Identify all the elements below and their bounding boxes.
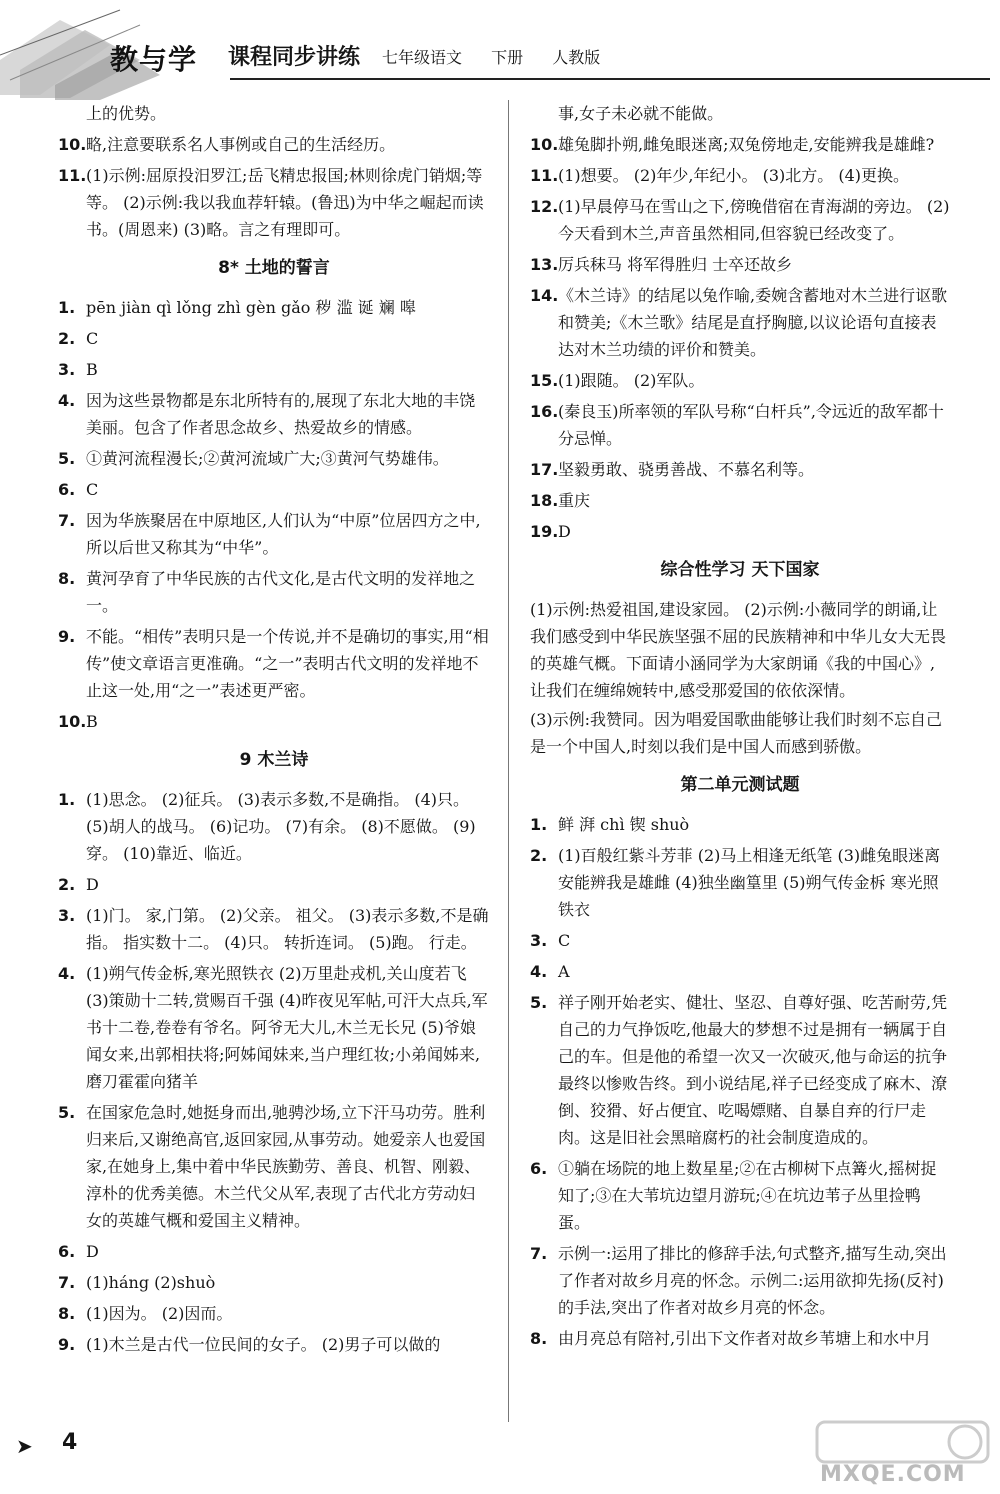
continued-text: 事,女子未必就不能做。 xyxy=(558,104,724,123)
answer-item: 15. (1)跟随。 (2)军队。 xyxy=(530,371,705,390)
answer-item: 12. (1)早晨停马在雪山之下,傍晚借宿在青海湖的旁边。 (2)今天看到木兰,声音虽然相同,但容貌已经改变了。 xyxy=(530,197,950,243)
answer-item: 19. D xyxy=(530,522,571,541)
answer-item: 14. 《木兰诗》的结尾以兔作喻,委婉含蓄地对木兰进行讴歌和赞美;《木兰歌》结尾是直抒胸臆,以议论语句直接表达对木兰功绩的评价和赞美。 xyxy=(530,286,948,359)
answer-item: 9. 不能。“相传”表明只是一个传说,并不是确切的事实,用“相传”使文章语言更准确。“之一”表明古代文明的发祥地不止这一处,用“之一”表述更严密。 xyxy=(58,627,489,700)
answer-item: 8. 黄河孕育了中华民族的古代文化,是古代文明的发祥地之一。 xyxy=(58,569,476,615)
arrow-icon: ➤ xyxy=(16,1434,33,1458)
answer-item: 16. (秦良玉)所率领的军队号称“白杆兵”,令远近的敌军都十分忌惮。 xyxy=(530,402,944,448)
answer-item: 9. (1)木兰是古代一位民间的女子。 (2)男子可以做的 xyxy=(58,1335,441,1354)
answer-item: 1. pēn jiàn qì lǒng zhì gèn gǎo 秽 滥 诞 斓 嗥 xyxy=(58,298,416,317)
paragraph: (1)示例:热爱祖国,建设家园。 (2)示例:小薇同学的朗诵,让我们感受到中华民族坚强不屈的民族精神和中华儿女大无畏的英雄气概。下面请小涵同学为大家朗诵《我的中国心》,让我们在缠绵婉转中,感受那爱国的依依深情。 xyxy=(530,600,947,700)
answer-item: 6. D xyxy=(58,1242,99,1261)
answer-item: 5. ①黄河流程漫长;②黄河流域广大;③黄河气势雄伟。 xyxy=(58,449,449,468)
answer-item: 2. D xyxy=(58,875,99,894)
section-title: 第二单元测试题 xyxy=(680,775,800,795)
answer-item: 17. 坚毅勇敢、骁勇善战、不慕名利等。 xyxy=(530,460,815,479)
brand-logo: 教与学 xyxy=(110,43,198,76)
answer-item: 3. B xyxy=(58,360,98,379)
answer-item: 1. (1)思念。 (2)征兵。 (3)表示多数,不是确指。 (4)只。 (5)胡人的战马。 (6)记功。 (7)有余。 (8)不愿做。 (9)穿。 (10)靠近、临近。 xyxy=(58,790,476,863)
page-header xyxy=(0,0,1000,100)
answer-item: 4. 因为这些景物都是东北所特有的,展现了东北大地的丰饶美丽。包含了作者思念故乡、热爱故乡的情感。 xyxy=(58,391,476,437)
edition-label: 人教版 xyxy=(552,48,601,67)
answer-item: 2. C xyxy=(58,329,99,348)
section-title: 8* 土地的誓言 xyxy=(218,258,330,278)
series-title: 课程同步讲练 xyxy=(228,45,361,70)
answer-item: 4. A xyxy=(530,962,570,981)
answer-item: 7. 示例一:运用了排比的修辞手法,句式整齐,描写生动,突出了作者对故乡月亮的怀念。示例二:运用欲抑先扬(反衬)的手法,突出了作者对故乡月亮的怀念。 xyxy=(530,1244,947,1317)
header-rule xyxy=(230,78,990,80)
answer-item: 3. C xyxy=(530,931,571,950)
continued-text: 上的优势。 xyxy=(86,104,167,123)
answer-item: 10. B xyxy=(58,712,98,731)
answer-item: 3. (1)门。 家,门第。 (2)父亲。 祖父。 (3)表示多数,不是确指。 指实数十二。 (4)只。 转折连词。 (5)跑。 行走。 xyxy=(58,906,489,952)
answer-item: 8. 由月亮总有陪衬,引出下文作者对故乡苇塘上和水中月 xyxy=(530,1329,932,1348)
answer-item: 2. (1)百般红紫斗芳菲 (2)马上相逢无纸笔 (3)雌兔眼迷离 安能辨我是雄雌 (4)独坐幽篁里 (5)朔气传金柝 寒光照铁衣 xyxy=(530,846,941,919)
answer-item: 18. 重庆 xyxy=(530,491,591,510)
grade-label: 七年级语文 xyxy=(382,48,463,67)
left-column xyxy=(58,100,490,1362)
answer-item: 1. 鲜 湃 chì 锲 shuò xyxy=(530,815,690,834)
answer-item: 11. (1)示例:屈原投汨罗江;岳飞精忠报国;林则徐虎门销烟;等等。 (2)示例:我以我血荐轩辕。(鲁迅)为中华之崛起而读书。(周恩来) (3)略。言之有理即可。 xyxy=(58,166,484,239)
watermark-url: MXQE.COM xyxy=(820,1462,966,1487)
answer-item: 5. 祥子刚开始老实、健壮、坚忍、自尊好强、吃苦耐劳,凭自己的力气挣饭吃,他最大的梦想不过是拥有一辆属于自己的车。但是他的希望一次又一次破灭,他与命运的抗争最终以惨败告终。到小说结尾,祥子已经变成了麻木、潦倒、狡猾、好占便宜、吃喝嫖赌、自暴自弃的行尸走肉。这是旧社会黑暗腐朽的社会制度造成的。 xyxy=(530,993,948,1147)
answer-item: 8. (1)因为。 (2)因而。 xyxy=(58,1304,233,1323)
right-column xyxy=(530,100,950,1356)
answer-item: 6. C xyxy=(58,480,99,499)
answer-item: 10. 略,注意要联系名人事例或自己的生活经历。 xyxy=(58,135,396,154)
answer-item: 5. 在国家危急时,她挺身而出,驰骋沙场,立下汗马功劳。胜利归来后,又谢绝高官,返回家园,从事劳动。她爱亲人也爱国家,在她身上,集中着中华民族勤劳、善良、机智、刚毅、淳朴的优秀美德。木兰代父从军,表现了古代北方劳动妇女的英雄气概和爱国主义精神。 xyxy=(58,1103,486,1230)
volume-label: 下册 xyxy=(491,48,524,67)
answer-item: 13. 厉兵秣马 将军得胜归 士卒还故乡 xyxy=(530,255,793,274)
answer-item: 7. 因为华族聚居在中原地区,人们认为“中原”位居四方之中,所以后世又称其为“中华”。 xyxy=(58,511,481,557)
paragraph: (3)示例:我赞同。因为唱爱国歌曲能够让我们时刻不忘自己是一个中国人,时刻以我们是中国人而感到骄傲。 xyxy=(530,710,943,756)
answer-item: 11. (1)想要。 (2)年少,年纪小。 (3)北方。 (4)更换。 xyxy=(530,166,910,185)
page-number: 4 xyxy=(62,1430,78,1455)
answer-item: 4. (1)朔气传金柝,寒光照铁衣 (2)万里赴戎机,关山度若飞 (3)策勋十二转,赏赐百千强 (4)昨夜见军帖,可汗大点兵,军书十二卷,卷卷有爷名。阿爷无大儿,木兰无长兄 (5)爷娘闻女来,出郭相扶将;阿姊闻妹来,当户理红妆;小弟闻姊来,磨刀霍霍向猪羊 xyxy=(58,964,488,1091)
answer-item: 10. 雄兔脚扑朔,雌兔眼迷离;双兔傍地走,安能辨我是雄雌? xyxy=(530,135,935,154)
column-divider xyxy=(508,100,509,1422)
section-title: 综合性学习 天下国家 xyxy=(660,560,820,580)
answer-item: 7. (1)háng (2)shuò xyxy=(58,1273,216,1292)
section-title: 9 木兰诗 xyxy=(239,750,309,770)
book-meta xyxy=(382,45,624,68)
answer-item: 6. ①躺在场院的地上数星星;②在古柳树下点篝火,摇树捉知了;③在大苇坑边望月游玩;④在坑边苇子丛里捡鸭蛋。 xyxy=(530,1159,937,1232)
